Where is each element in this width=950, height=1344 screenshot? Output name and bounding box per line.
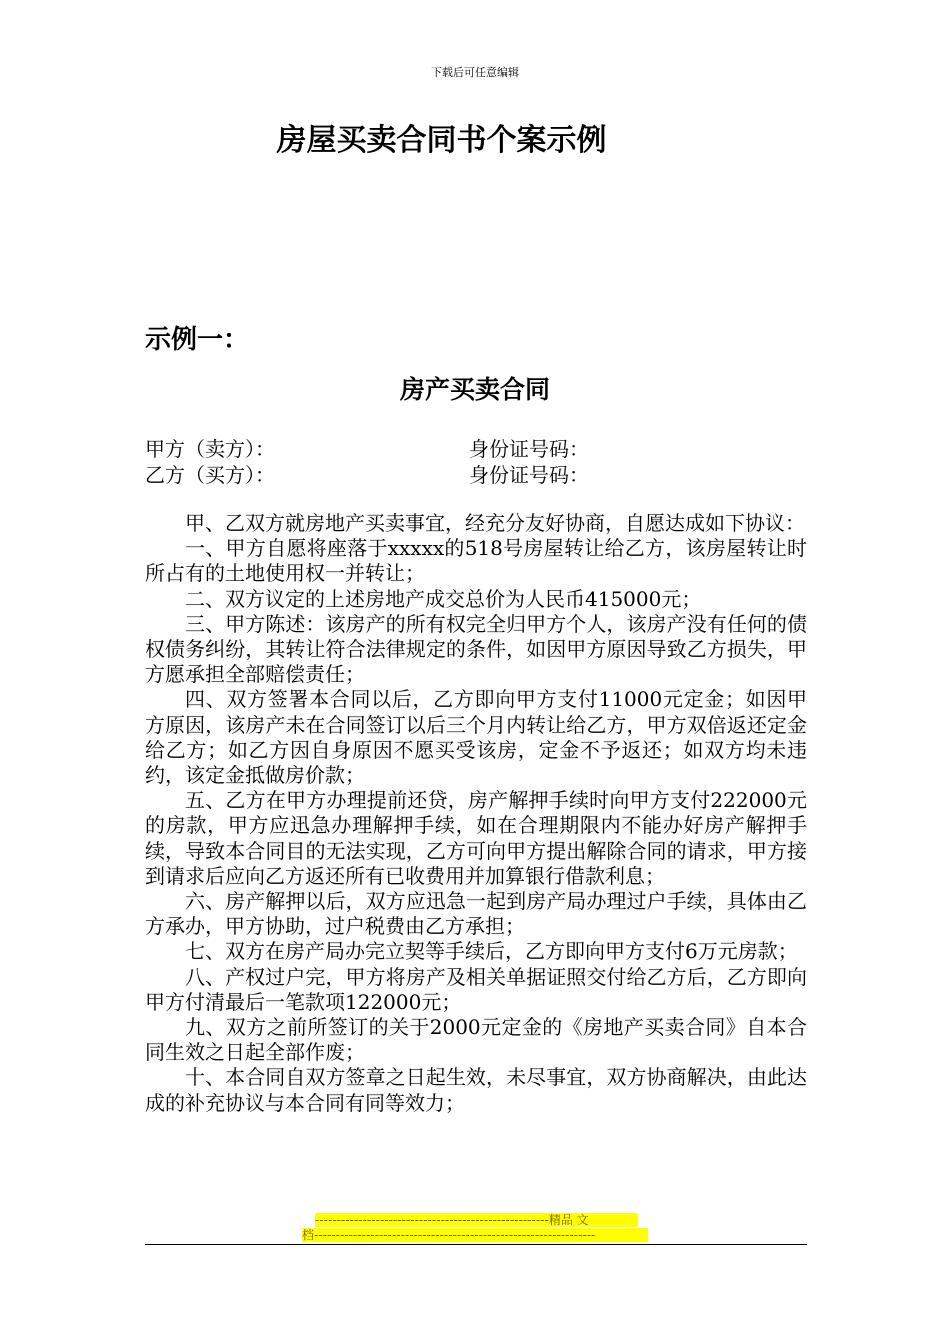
clause-9: 九、双方之前所签订的关于2000元定金的《房地产买卖合同》自本合同生效之日起全部作废； [145,1015,807,1065]
party-label-buyer: 乙方（买方）： [145,463,275,487]
footer-watermark-line-1: ------------------------------------------------------精品 文 [315,1213,638,1227]
id-number-label-buyer: 身份证号码： [469,463,589,487]
party-row-buyer [145,462,805,488]
party-label-seller: 甲方（卖方）： [145,437,275,461]
header-note: 下载后可任意编辑 [431,66,519,79]
clause-3: 三、甲方陈述：该房产的所有权完全归甲方个人，该房产没有任何的债权债务纠纷，其转让符合法律规定的条件，如因甲方原因导致乙方损失，甲方愿承担全部赔偿责任； [145,611,807,687]
clause-2: 二、双方议定的上述房地产成交总价为人民币415000元； [185,586,702,611]
contract-title: 房产买卖合同 [399,375,550,404]
footer-watermark-line-2: 档----------------------------------------------------------------- [302,1228,648,1242]
id-number-label-seller: 身份证号码： [469,437,589,461]
document-title: 房屋买卖合同书个案示例 [276,123,607,158]
party-row-seller [145,436,805,462]
clause-10: 十、本合同自双方签章之日起生效，未尽事宜，双方协商解决，由此达成的补充协议与本合同有同等效力； [145,1065,807,1115]
footer-divider [145,1244,807,1245]
clause-8: 八、产权过户完，甲方将房产及相关单据证照交付给乙方后，乙方即向甲方付清最后一笔款项122000元； [145,964,807,1014]
contract-body [145,511,807,1116]
clause-1: 一、甲方自愿将座落于xxxxx的518号房屋转让给乙方，该房屋转让时所占有的土地使用权一并转让； [145,536,807,586]
intro-paragraph: 甲、乙双方就房地产买卖事宜，经充分友好协商，自愿达成如下协议： [185,511,805,535]
clause-7: 七、双方在房产局办完立契等手续后，乙方即向甲方支付6万元房款； [185,939,798,964]
example-heading: 示例一： [145,325,250,355]
clause-5: 五、乙方在甲方办理提前还贷，房产解押手续时向甲方支付222000元的房款，甲方应迅急办理解押手续，如在合理期限内不能办好房产解押手续，导致本合同目的无法实现，乙方可向甲方提出解除合同的请求，甲方接到请求后应向乙方返还所有已收费用并加算银行借款利息； [145,788,807,888]
clause-6: 六、房产解押以后，双方应迅急一起到房产局办理过户手续，具体由乙方承办，甲方协助，过户税费由乙方承担； [145,889,807,939]
clause-4: 四、双方签署本合同以后，乙方即向甲方支付11000元定金；如因甲方原因，该房产未在合同签订以后三个月内转让给乙方，甲方双倍返还定金给乙方；如乙方因自身原因不愿买受该房，定金不予返还；如双方均未违约，该定金抵做房价款； [145,687,807,788]
